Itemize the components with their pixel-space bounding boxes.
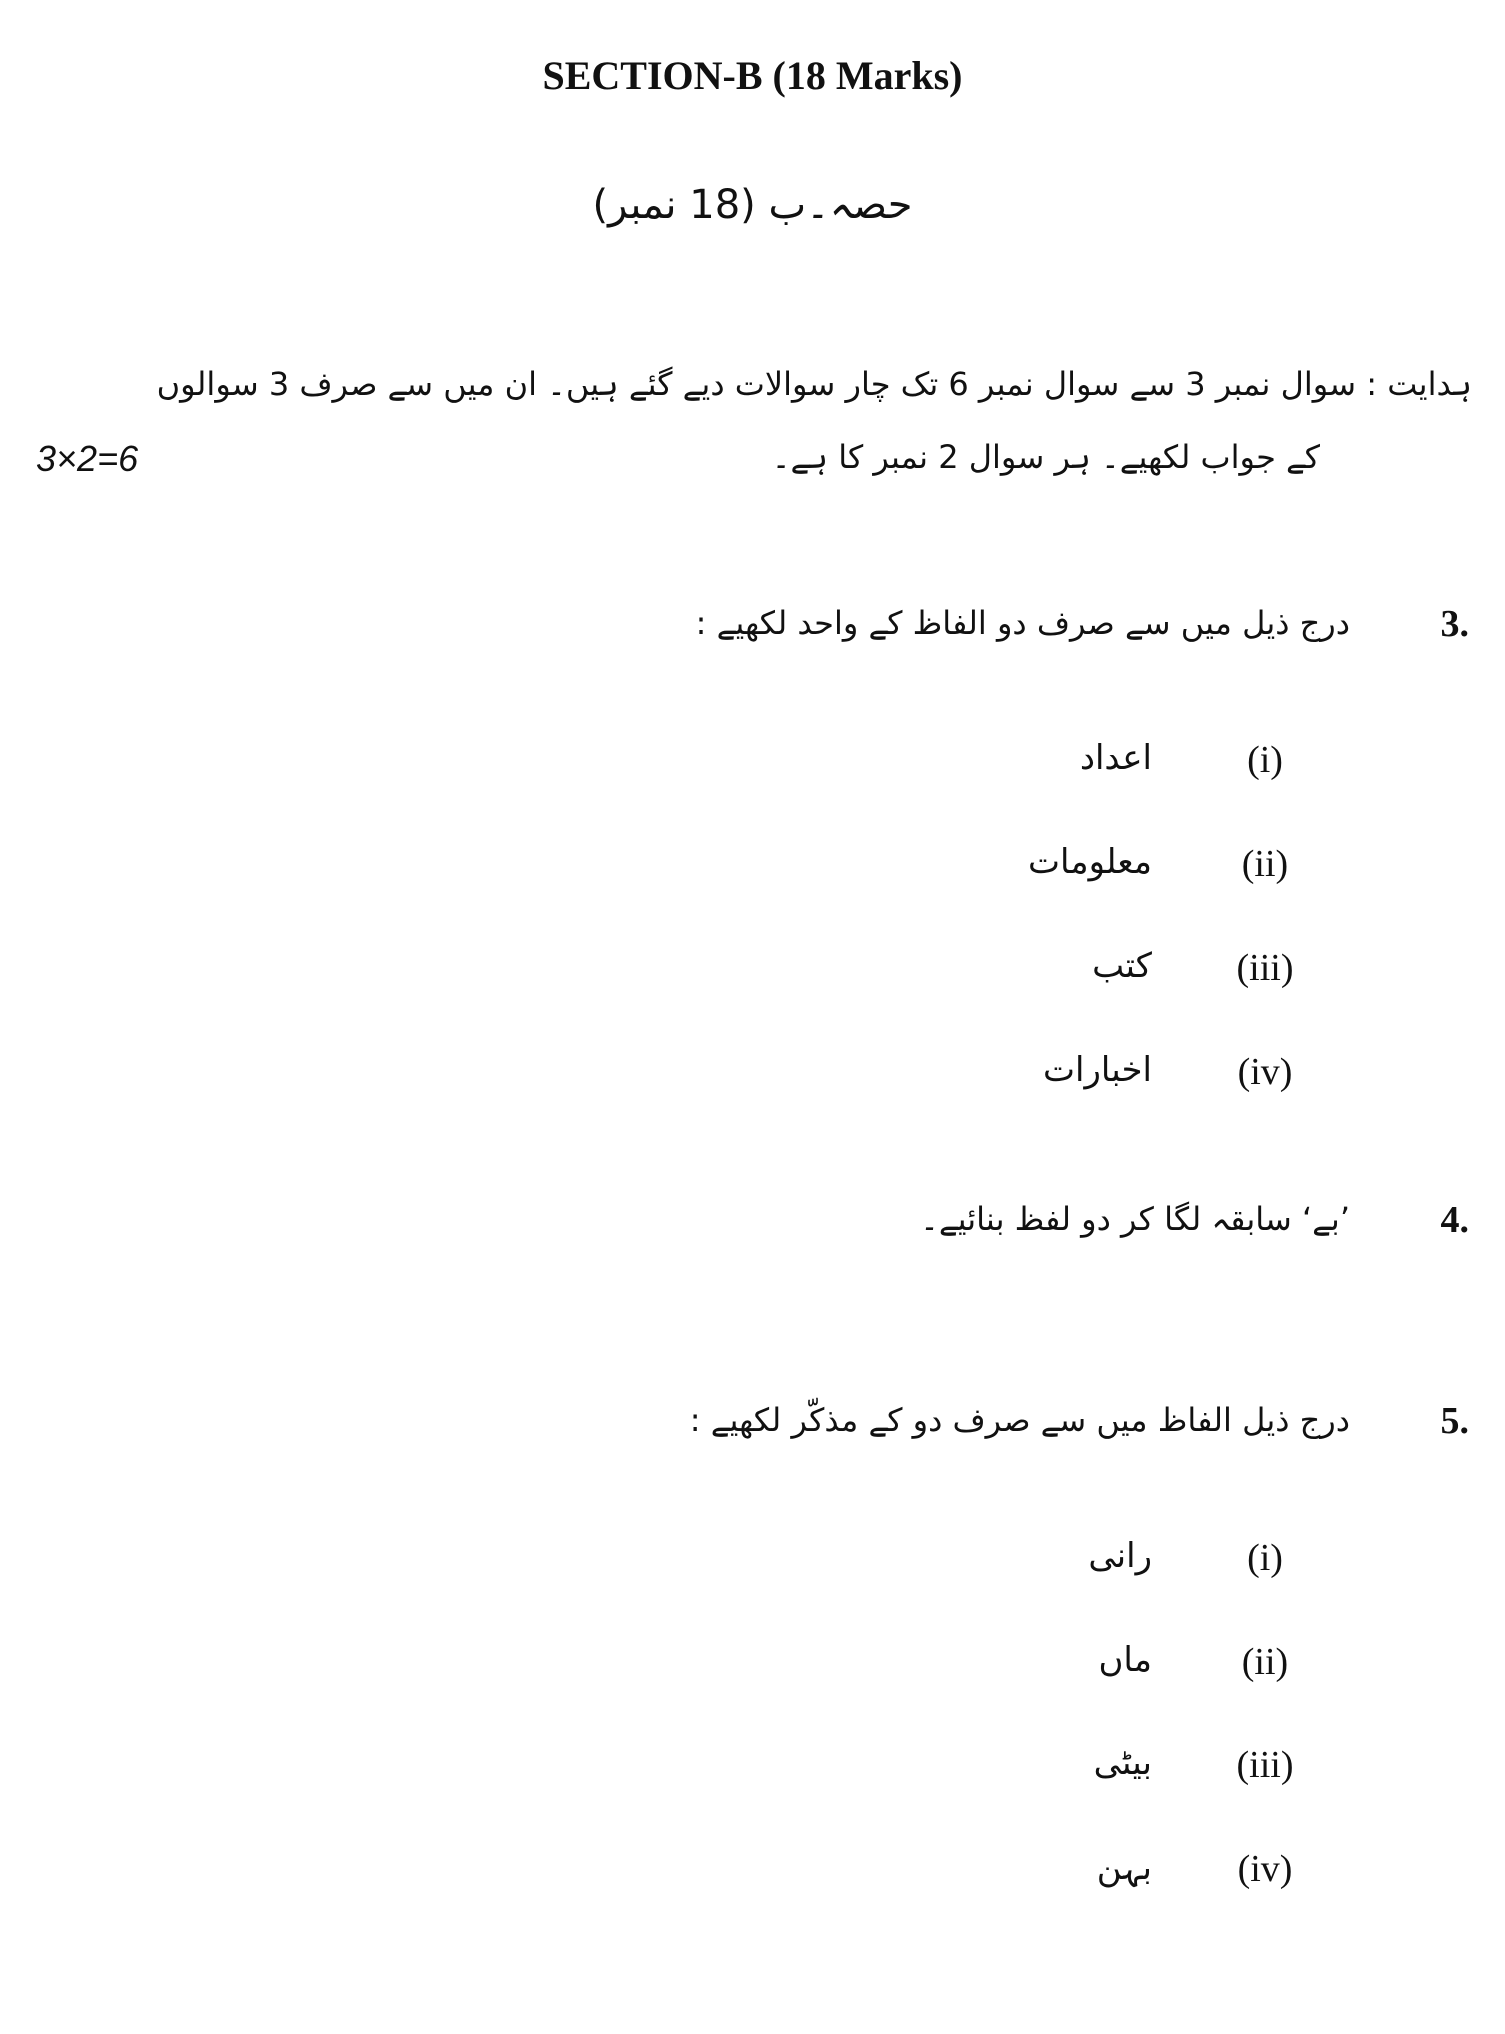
instruction-line-2: کے جواب لکھیے۔ ہر سوال 2 نمبر کا ہے۔ <box>771 438 1320 476</box>
instruction-line-1: ہدایت : سوال نمبر 3 سے سوال نمبر 6 تک چار سوالات دیے گئے ہیں۔ ان میں سے صرف 3 سوالوں <box>156 365 1472 403</box>
marks-allocation: 3×2=6 <box>36 438 139 479</box>
question-text: درج ذیل میں سے صرف دو الفاظ کے واحد لکھیے : <box>695 604 1350 642</box>
item-roman: (iv) <box>1237 1848 1293 1890</box>
item-word: رانی <box>1088 1536 1152 1576</box>
item-word: بہن <box>1096 1848 1152 1888</box>
item-roman: (iii) <box>1236 1744 1294 1786</box>
item-roman: (i) <box>1247 1537 1283 1579</box>
question-number: 3. <box>1440 603 1469 645</box>
item-roman: (ii) <box>1241 843 1289 885</box>
item-word: اخبارات <box>1043 1050 1152 1090</box>
question-text: ’بے‘ سابقہ لگا کر دو لفظ بنائیے۔ <box>920 1200 1350 1238</box>
question-number: 5. <box>1440 1400 1469 1442</box>
item-word: بیٹی <box>1093 1743 1152 1783</box>
item-word: ماں <box>1098 1640 1152 1680</box>
section-title-urdu: حصہ۔ب (18 نمبر) <box>592 182 913 228</box>
item-roman: (i) <box>1247 739 1283 781</box>
item-roman: (iii) <box>1236 947 1294 989</box>
question-number: 4. <box>1440 1199 1469 1241</box>
section-title-english: SECTION-B (18 Marks) <box>542 53 963 98</box>
item-roman: (iv) <box>1237 1051 1293 1093</box>
item-word: کتب <box>1092 946 1152 986</box>
item-word: معلومات <box>1027 842 1152 882</box>
item-roman: (ii) <box>1241 1641 1289 1683</box>
question-text: درج ذیل الفاظ میں سے صرف دو کے مذکّر لکھیے : <box>689 1401 1350 1439</box>
item-word: اعداد <box>1079 738 1152 778</box>
